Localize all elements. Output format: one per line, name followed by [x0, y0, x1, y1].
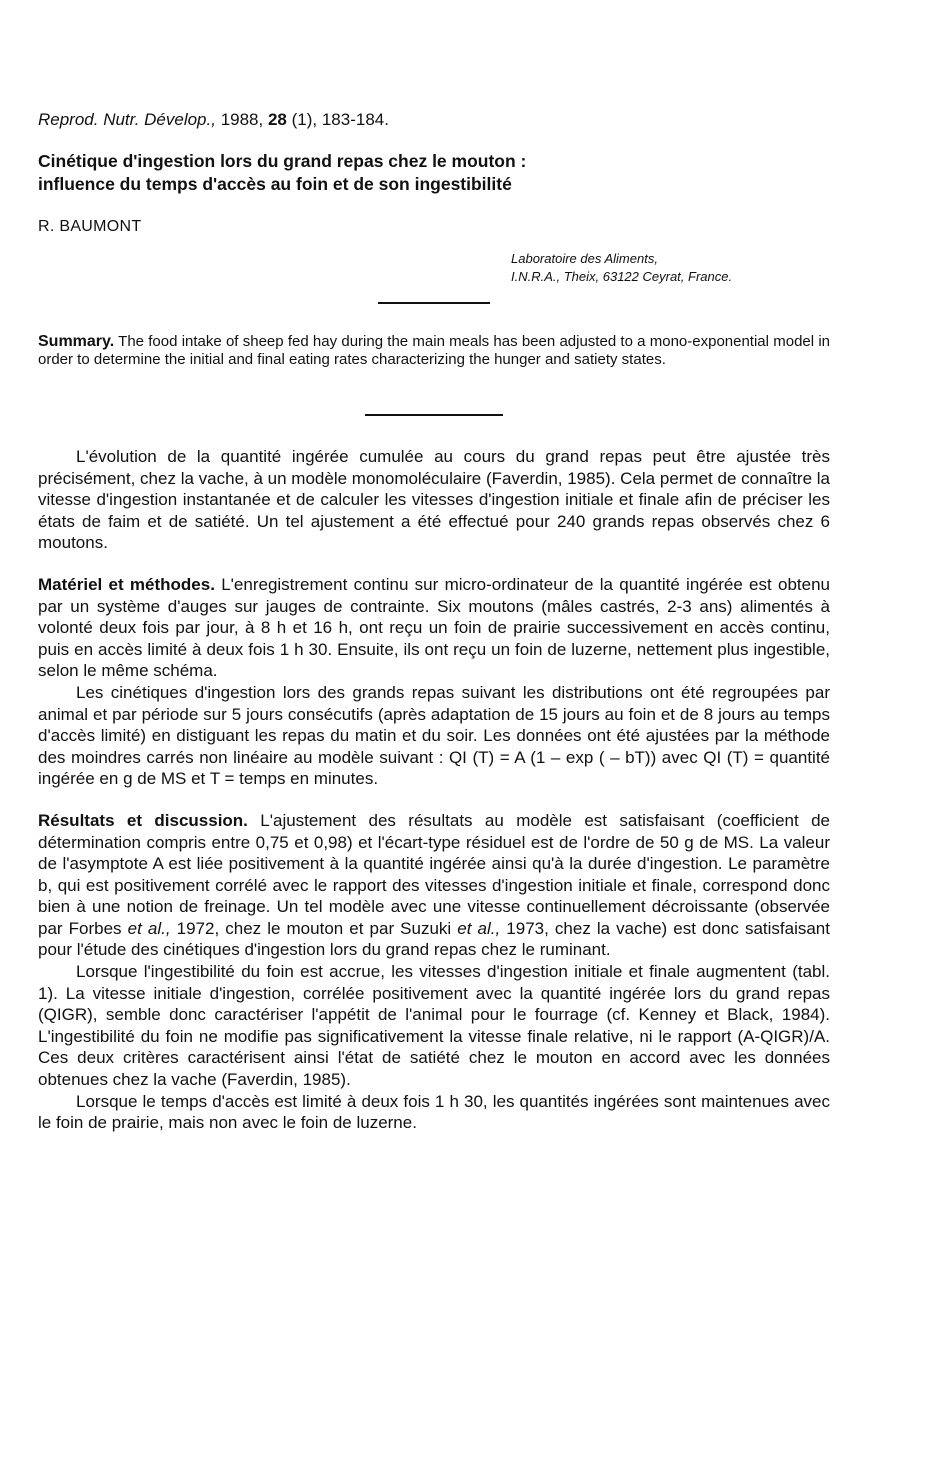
summary-block	[38, 333, 830, 369]
et-al-suzuki: et al.,	[457, 918, 501, 938]
methods-label: Matériel et méthodes.	[38, 574, 215, 594]
journal-year: 1988,	[220, 110, 264, 129]
author-name: R. BAUMONT	[38, 218, 142, 235]
journal-volume: 28	[267, 110, 287, 129]
results-paragraph-3: Lorsque le temps d'accès est limité à deux fois 1 h 30, les quantités ingérées sont maintenues avec le foin de prairie, mais non avec le foin de luzerne.	[38, 1091, 830, 1133]
journal-pages: (1), 183-184.	[291, 110, 389, 129]
summary-label: Summary.	[38, 333, 115, 350]
citation-line	[38, 110, 389, 130]
article-title	[38, 150, 830, 196]
affiliation-line-1: Laboratoire des Aliments,	[511, 251, 658, 266]
journal-name: Reprod. Nutr. Dévelop.,	[38, 110, 216, 129]
title-line-2: influence du temps d'accès au foin et de son ingestibilité	[38, 174, 512, 194]
divider-bottom	[365, 414, 503, 416]
results-paragraph-2: Lorsque l'ingestibilité du foin est accrue, les vitesses d'ingestion initiale et finale augmentent (tabl. 1). La vitesse initiale d'ingestion, corrélée positivement avec la quantité ingérée lors du grand repas (QIGR), semble donc caractériser l'appétit de l'animal pour le fourrage (cf. Kenney et Black, 1984). L'ingestibilité du foin ne modifie pas significativement la vitesse finale relative, ni le rapport (A-QIGR)/A. Ces deux critères caractérisent ainsi l'état de satiété chez le mouton en accord avec les données obtenues chez la vache (Faverdin, 1985).	[38, 962, 830, 1090]
results-text-1c: 1973, chez la vache) est donc satisfaisant pour l'étude des cinétiques d'ingestion lors du grand repas chez le ruminant.	[38, 918, 830, 960]
divider-top	[378, 302, 490, 304]
results-paragraph-1	[38, 810, 830, 961]
methods-paragraph-2: Les cinétiques d'ingestion lors des grands repas suivant les distributions ont été regroupées par animal et par période sur 5 jours consécutifs (après adaptation de 15 jours au foin et de 8 jours au temps d'accès limité) en distiguant les repas du matin et du soir. Les données ont été ajustées par la méthode des moindres carrés non linéaire au modèle suivant : QI (T) = A (1 – exp ( – bT)) avec QI (T) = quantité ingérée en g de MS et T = temps en minutes.	[38, 682, 830, 789]
methods-text-1: L'enregistrement continu sur micro-ordinateur de la quantité ingérée est obtenu par un système d'auges sur jauges de contrainte. Six moutons (mâles castrés, 2-3 ans) alimentés à volonté deux fois par jour, à 8 h et 16 h, ont reçu un foin de prairie successivement en accès continu, puis en accès limité à deux fois 1 h 30. Ensuite, ils ont reçu un foin de luzerne, nettement plus ingestible, selon le même schéma.	[38, 574, 830, 681]
results-text-1b: 1972, chez le mouton et par Suzuki	[176, 918, 452, 938]
et-al-forbes: et al.,	[127, 918, 171, 938]
title-line-1: Cinétique d'ingestion lors du grand repas chez le mouton :	[38, 151, 527, 171]
affiliation	[511, 250, 841, 286]
article-body	[38, 446, 830, 1134]
results-text-1a: L'ajustement des résultats au modèle est satisfaisant (coefficient de détermination compris entre 0,75 et 0,98) et l'écart-type résiduel est de l'ordre de 50 g de MS. La valeur de l'asymptote A est liée positivement à la quantité ingérée ainsi qu'à la durée d'ingestion. Le paramètre b, qui est positivement corrélé avec le rapport des vitesses d'ingestion initiale et finale, correspond donc bien à une notion de freinage. Un tel modèle avec une vitesse continuellement décroissante (observée par Forbes	[38, 810, 830, 938]
intro-paragraph: L'évolution de la quantité ingérée cumulée au cours du grand repas peut être ajustée très précisément, chez la vache, à un modèle monomoléculaire (Faverdin, 1985). Cela permet de connaître la vitesse d'ingestion instantanée et de calculer les vitesses d'ingestion initiale et finale afin de préciser les états de faim et de satiété. Un tel ajustement a été effectué pour 240 grands repas observés chez 6 moutons.	[38, 447, 830, 553]
results-label: Résultats et discussion.	[38, 810, 248, 830]
summary-text: The food intake of sheep fed hay during the main meals has been adjusted to a mono-exponential model in order to determine the initial and final eating rates characterizing the hunger and satiety states.	[38, 333, 830, 368]
methods-paragraph-1	[38, 574, 830, 682]
affiliation-line-2: I.N.R.A., Theix, 63122 Ceyrat, France.	[511, 269, 733, 284]
